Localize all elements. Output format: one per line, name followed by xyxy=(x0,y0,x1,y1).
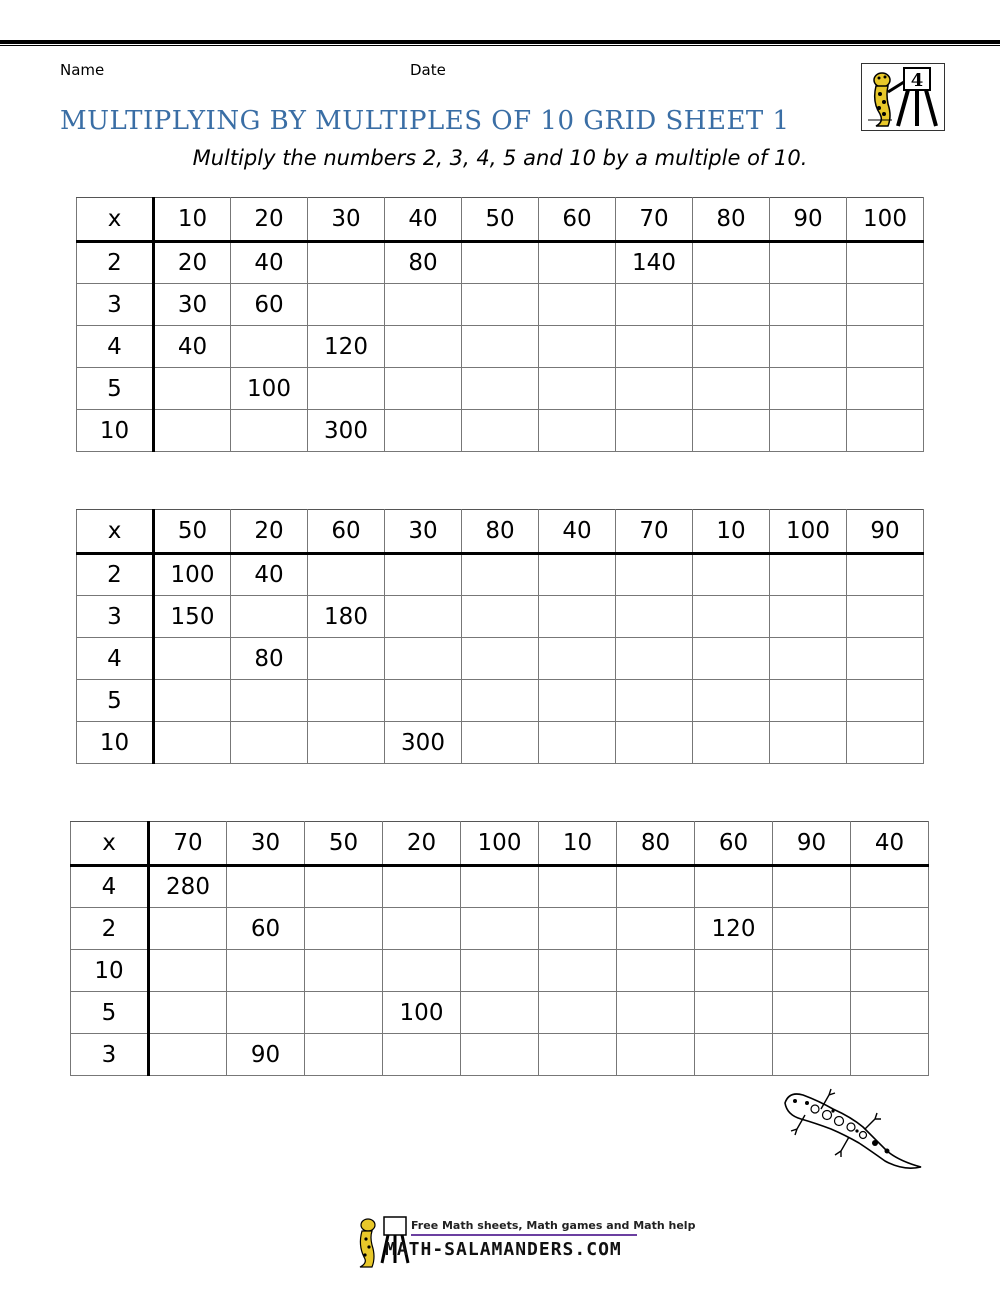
grid-header-row xyxy=(77,198,924,242)
answer-cell[interactable] xyxy=(770,242,847,284)
answer-cell[interactable] xyxy=(383,950,461,992)
answer-cell[interactable] xyxy=(227,950,305,992)
column-header: 60 xyxy=(308,510,385,554)
answer-cell[interactable] xyxy=(693,680,770,722)
answer-cell[interactable] xyxy=(462,554,539,596)
answer-cell[interactable] xyxy=(617,866,695,908)
grid-corner: x xyxy=(77,198,154,242)
column-header: 70 xyxy=(616,510,693,554)
answer-cell[interactable] xyxy=(227,992,305,1034)
answer-cell[interactable] xyxy=(539,908,617,950)
answer-cell[interactable] xyxy=(539,596,616,638)
column-header: 20 xyxy=(383,822,461,866)
page-title: MULTIPLYING BY MULTIPLES OF 10 GRID SHEET 1 xyxy=(60,106,790,136)
table-row xyxy=(77,554,924,596)
answer-cell[interactable]: 150 xyxy=(154,596,231,638)
answer-cell[interactable] xyxy=(149,908,227,950)
column-header: 100 xyxy=(770,510,847,554)
column-header: 10 xyxy=(693,510,770,554)
answer-cell[interactable]: 30 xyxy=(154,284,231,326)
row-header: 10 xyxy=(71,950,149,992)
answer-cell[interactable] xyxy=(773,950,851,992)
grid-corner: x xyxy=(77,510,154,554)
answer-cell[interactable] xyxy=(462,242,539,284)
row-header: 2 xyxy=(77,554,154,596)
column-header: 10 xyxy=(539,822,617,866)
answer-cell[interactable] xyxy=(851,992,929,1034)
row-header: 10 xyxy=(77,410,154,452)
answer-cell[interactable] xyxy=(773,1034,851,1076)
answer-cell[interactable] xyxy=(847,554,924,596)
answer-cell[interactable] xyxy=(539,866,617,908)
answer-cell[interactable] xyxy=(305,992,383,1034)
column-header: 60 xyxy=(695,822,773,866)
column-header: 70 xyxy=(149,822,227,866)
answer-cell[interactable] xyxy=(539,242,616,284)
answer-cell[interactable] xyxy=(847,596,924,638)
answer-cell[interactable] xyxy=(770,554,847,596)
row-header: 4 xyxy=(77,638,154,680)
answer-cell[interactable]: 40 xyxy=(231,242,308,284)
answer-cell[interactable] xyxy=(383,908,461,950)
answer-cell[interactable]: 280 xyxy=(149,866,227,908)
answer-cell[interactable] xyxy=(385,596,462,638)
row-header: 3 xyxy=(77,596,154,638)
answer-cell[interactable] xyxy=(617,950,695,992)
answer-cell[interactable] xyxy=(461,950,539,992)
column-header: 90 xyxy=(847,510,924,554)
answer-cell[interactable]: 140 xyxy=(616,242,693,284)
instruction-text: Multiply the numbers 2, 3, 4, 5 and 10 by a multiple of 10. xyxy=(192,146,808,170)
answer-cell[interactable]: 120 xyxy=(695,908,773,950)
answer-cell[interactable] xyxy=(616,554,693,596)
column-header: 10 xyxy=(154,198,231,242)
answer-cell[interactable] xyxy=(616,638,693,680)
answer-cell[interactable] xyxy=(539,284,616,326)
answer-cell[interactable] xyxy=(693,638,770,680)
answer-cell[interactable] xyxy=(695,1034,773,1076)
answer-cell[interactable]: 300 xyxy=(308,410,385,452)
column-header: 20 xyxy=(231,510,308,554)
answer-cell[interactable]: 300 xyxy=(385,722,462,764)
grid-header-row xyxy=(77,510,924,554)
answer-cell[interactable] xyxy=(462,722,539,764)
answer-cell[interactable]: 100 xyxy=(154,554,231,596)
answer-cell[interactable] xyxy=(539,638,616,680)
answer-cell[interactable]: 60 xyxy=(231,284,308,326)
answer-cell[interactable] xyxy=(461,1034,539,1076)
answer-cell[interactable] xyxy=(305,908,383,950)
answer-cell[interactable]: 20 xyxy=(154,242,231,284)
answer-cell[interactable] xyxy=(616,326,693,368)
answer-cell[interactable] xyxy=(770,284,847,326)
answer-cell[interactable] xyxy=(539,1034,617,1076)
answer-cell[interactable] xyxy=(462,596,539,638)
column-header: 20 xyxy=(231,198,308,242)
row-header: 3 xyxy=(71,1034,149,1076)
answer-cell[interactable] xyxy=(308,368,385,410)
answer-cell[interactable] xyxy=(462,368,539,410)
answer-cell[interactable] xyxy=(770,722,847,764)
answer-cell[interactable] xyxy=(539,410,616,452)
footer-tagline: Free Math sheets, Math games and Math help xyxy=(411,1219,696,1232)
answer-cell[interactable] xyxy=(308,638,385,680)
answer-cell[interactable] xyxy=(462,638,539,680)
answer-cell[interactable] xyxy=(231,410,308,452)
salamander-easel-icon xyxy=(861,63,945,131)
answer-cell[interactable] xyxy=(770,368,847,410)
answer-cell[interactable] xyxy=(461,866,539,908)
answer-cell[interactable] xyxy=(461,992,539,1034)
answer-cell[interactable] xyxy=(617,908,695,950)
row-header: 5 xyxy=(77,680,154,722)
answer-cell[interactable] xyxy=(695,992,773,1034)
answer-cell[interactable] xyxy=(462,284,539,326)
column-header: 50 xyxy=(462,198,539,242)
answer-cell[interactable] xyxy=(539,722,616,764)
answer-cell[interactable] xyxy=(616,596,693,638)
answer-cell[interactable]: 40 xyxy=(231,554,308,596)
column-header: 40 xyxy=(851,822,929,866)
row-header: 4 xyxy=(77,326,154,368)
row-header: 5 xyxy=(77,368,154,410)
answer-cell[interactable] xyxy=(616,368,693,410)
table-row xyxy=(71,992,929,1034)
table-row xyxy=(77,326,924,368)
footer-divider xyxy=(411,1234,637,1236)
column-header: 80 xyxy=(693,198,770,242)
answer-cell[interactable] xyxy=(773,992,851,1034)
answer-cell[interactable] xyxy=(770,638,847,680)
answer-cell[interactable] xyxy=(154,410,231,452)
answer-cell[interactable] xyxy=(539,680,616,722)
salamander-icon xyxy=(775,1085,930,1180)
answer-cell[interactable] xyxy=(616,410,693,452)
answer-cell[interactable] xyxy=(539,368,616,410)
column-header: 90 xyxy=(773,822,851,866)
answer-cell[interactable] xyxy=(227,866,305,908)
answer-cell[interactable] xyxy=(149,992,227,1034)
answer-cell[interactable] xyxy=(305,866,383,908)
answer-cell[interactable] xyxy=(847,242,924,284)
answer-cell[interactable] xyxy=(231,326,308,368)
answer-cell[interactable] xyxy=(539,992,617,1034)
multiplication-grid-3 xyxy=(70,821,929,1076)
row-header: 10 xyxy=(77,722,154,764)
row-header: 5 xyxy=(71,992,149,1034)
row-header: 2 xyxy=(77,242,154,284)
table-row xyxy=(77,638,924,680)
answer-cell[interactable]: 120 xyxy=(308,326,385,368)
column-header: 50 xyxy=(305,822,383,866)
answer-cell[interactable] xyxy=(851,866,929,908)
top-rule xyxy=(0,40,1000,46)
answer-cell[interactable] xyxy=(847,410,924,452)
answer-cell[interactable] xyxy=(231,680,308,722)
column-header: 40 xyxy=(539,510,616,554)
table-row xyxy=(77,722,924,764)
answer-cell[interactable] xyxy=(461,908,539,950)
answer-cell[interactable]: 80 xyxy=(385,242,462,284)
answer-cell[interactable] xyxy=(770,680,847,722)
answer-cell[interactable] xyxy=(693,242,770,284)
answer-cell[interactable]: 60 xyxy=(227,908,305,950)
table-row xyxy=(77,410,924,452)
answer-cell[interactable] xyxy=(308,242,385,284)
answer-cell[interactable] xyxy=(385,410,462,452)
table-row xyxy=(71,866,929,908)
answer-cell[interactable] xyxy=(154,638,231,680)
row-header: 4 xyxy=(71,866,149,908)
column-header: 100 xyxy=(461,822,539,866)
answer-cell[interactable]: 180 xyxy=(308,596,385,638)
answer-cell[interactable] xyxy=(851,950,929,992)
answer-cell[interactable] xyxy=(773,866,851,908)
answer-cell[interactable] xyxy=(383,1034,461,1076)
answer-cell[interactable]: 100 xyxy=(231,368,308,410)
answer-cell[interactable] xyxy=(847,368,924,410)
answer-cell[interactable] xyxy=(847,680,924,722)
answer-cell[interactable] xyxy=(616,680,693,722)
answer-cell[interactable] xyxy=(616,722,693,764)
column-header: 30 xyxy=(308,198,385,242)
answer-cell[interactable] xyxy=(693,722,770,764)
grid-corner: x xyxy=(71,822,149,866)
answer-cell[interactable] xyxy=(770,410,847,452)
answer-cell[interactable] xyxy=(616,284,693,326)
column-header: 30 xyxy=(385,510,462,554)
answer-cell[interactable] xyxy=(617,992,695,1034)
answer-cell[interactable] xyxy=(770,596,847,638)
answer-cell[interactable] xyxy=(693,410,770,452)
column-header: 50 xyxy=(154,510,231,554)
answer-cell[interactable] xyxy=(847,638,924,680)
column-header: 40 xyxy=(385,198,462,242)
answer-cell[interactable] xyxy=(154,680,231,722)
answer-cell[interactable] xyxy=(847,284,924,326)
answer-cell[interactable] xyxy=(851,1034,929,1076)
answer-cell[interactable] xyxy=(308,554,385,596)
answer-cell[interactable] xyxy=(305,1034,383,1076)
answer-cell[interactable] xyxy=(851,908,929,950)
answer-cell[interactable] xyxy=(149,1034,227,1076)
answer-cell[interactable] xyxy=(539,950,617,992)
answer-cell[interactable] xyxy=(693,284,770,326)
column-header: 60 xyxy=(539,198,616,242)
column-header: 80 xyxy=(617,822,695,866)
answer-cell[interactable] xyxy=(539,554,616,596)
answer-cell[interactable] xyxy=(847,326,924,368)
answer-cell[interactable]: 40 xyxy=(154,326,231,368)
answer-cell[interactable] xyxy=(693,554,770,596)
answer-cell[interactable] xyxy=(539,326,616,368)
answer-cell[interactable] xyxy=(385,284,462,326)
answer-cell[interactable] xyxy=(385,554,462,596)
answer-cell[interactable] xyxy=(770,326,847,368)
table-row xyxy=(77,284,924,326)
answer-cell[interactable] xyxy=(847,722,924,764)
answer-cell[interactable] xyxy=(231,722,308,764)
column-header: 100 xyxy=(847,198,924,242)
answer-cell[interactable] xyxy=(154,722,231,764)
footer-site-link[interactable]: MATH-SALAMANDERS.COM xyxy=(385,1239,622,1260)
answer-cell[interactable] xyxy=(693,596,770,638)
multiplication-grid-2 xyxy=(76,509,924,764)
answer-cell[interactable] xyxy=(154,368,231,410)
answer-cell[interactable] xyxy=(385,638,462,680)
date-label: Date xyxy=(410,61,446,79)
grade-badge: 4 xyxy=(910,70,924,91)
table-row xyxy=(71,908,929,950)
answer-cell[interactable]: 90 xyxy=(227,1034,305,1076)
answer-cell[interactable] xyxy=(383,866,461,908)
table-row xyxy=(71,1034,929,1076)
answer-cell[interactable]: 100 xyxy=(383,992,461,1034)
answer-cell[interactable] xyxy=(693,368,770,410)
answer-cell[interactable]: 80 xyxy=(231,638,308,680)
table-row xyxy=(71,950,929,992)
row-header: 2 xyxy=(71,908,149,950)
answer-cell[interactable] xyxy=(385,368,462,410)
answer-cell[interactable] xyxy=(305,950,383,992)
table-row xyxy=(77,368,924,410)
answer-cell[interactable] xyxy=(149,950,227,992)
column-header: 30 xyxy=(227,822,305,866)
answer-cell[interactable] xyxy=(385,680,462,722)
table-row xyxy=(77,596,924,638)
answer-cell[interactable] xyxy=(231,596,308,638)
answer-cell[interactable] xyxy=(617,1034,695,1076)
answer-cell[interactable] xyxy=(462,680,539,722)
grid-header-row xyxy=(71,822,929,866)
column-header: 80 xyxy=(462,510,539,554)
answer-cell[interactable] xyxy=(695,866,773,908)
name-label: Name xyxy=(60,61,105,79)
answer-cell[interactable] xyxy=(385,326,462,368)
answer-cell[interactable] xyxy=(773,908,851,950)
answer-cell[interactable] xyxy=(695,950,773,992)
multiplication-grid-1 xyxy=(76,197,924,452)
answer-cell[interactable] xyxy=(308,722,385,764)
answer-cell[interactable] xyxy=(462,410,539,452)
column-header: 90 xyxy=(770,198,847,242)
row-header: 3 xyxy=(77,284,154,326)
answer-cell[interactable] xyxy=(462,326,539,368)
answer-cell[interactable] xyxy=(308,284,385,326)
answer-cell[interactable] xyxy=(693,326,770,368)
table-row xyxy=(77,680,924,722)
column-header: 70 xyxy=(616,198,693,242)
table-row xyxy=(77,242,924,284)
answer-cell[interactable] xyxy=(308,680,385,722)
